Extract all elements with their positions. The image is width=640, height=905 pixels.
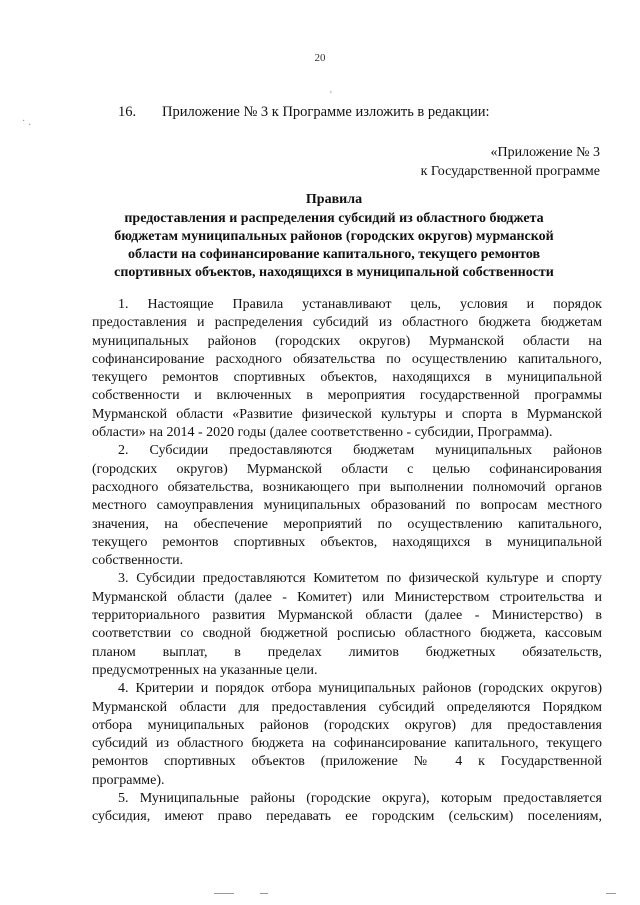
paragraph-line: соответствии со сводной бюджетной росписью областного бюджета, кассовым [92,626,602,642]
paragraph-line: значения, на обеспечение мероприятий по осуществлению капитального, [92,516,602,532]
title-line: спортивных объектов, находящихся в муниципальной собственности [114,265,554,280]
paragraph-line: субсидий из областного бюджета на софинансирование капитального, текущего [92,736,602,752]
paragraph-line: (городских округов) Мурманской области с целью софинансирования [92,461,602,477]
paragraph-line: территориального развития Мурманской области (далее - Министерство) в [92,608,602,624]
paragraph-line: планом выплат, в пределах лимитов бюджетных обязательств, [92,644,602,660]
document-body [92,296,602,827]
paragraph-line: софинансирование расходного обязательства по осуществлению капитального, [92,351,602,367]
paragraph [92,790,602,827]
scan-bottom-marks [0,893,640,899]
amendment-item [118,104,490,121]
title-line: бюджетам муниципальных районов (городских округов) мурманской [114,229,554,244]
paragraph [92,680,602,790]
paragraph-line: собственности. [92,553,184,569]
paragraph-line: расходного обязательства, возникающего при выполнении полномочий органов [92,479,602,495]
title-line: области на софинансирование капитального, текущего ремонтов [127,247,541,262]
paragraph-line: отбора муниципальных районов (городских округов) для предоставления [92,717,602,733]
paragraph-line: предусмотренных на указанные цели. [92,662,318,678]
paragraph-line: области» на 2014 - 2020 годы (далее соответственно - субсидии, Программа). [92,425,553,441]
paragraph-line: 3. Субсидии предоставляются Комитетом по физической культуре и спорту [118,571,602,587]
paragraph-line: ремонтов спортивных объектов (приложение № 4 к Государственной [92,754,602,770]
amendment-item-text: Приложение № 3 к Программе изложить в редакции: [162,104,490,120]
paragraph-line: текущего ремонтов спортивных объектов, находящихся в муниципальной [92,370,602,386]
paragraph-line: 1. Настоящие Правила устанавливают цель, условия и порядок [118,297,602,312]
paragraph-line: муниципальных районов (городских округов) Мурманской области на [92,333,602,349]
paragraph-line: программе). [92,772,165,788]
paragraph-line: Мурманской области для предоставления субсидий определяются Порядком [92,699,602,715]
appendix-reference-line: «Приложение № 3 [490,145,600,160]
title-heading: Правила [305,192,363,207]
paragraph-line: Мурманской области (далее - Комитет) или Министерством строительства и [92,589,602,605]
appendix-reference-line: к Государственной программе [420,164,600,179]
paragraph [92,442,602,570]
paragraph-line: субсидия, имеют право передавать ее городским (сельским) поселениям, [92,809,602,825]
document-title [94,191,574,282]
title-line: предоставления и распределения субсидий из областного бюджета [124,211,544,226]
paragraph-line: предоставления и распределения субсидий из областного бюджета бюджетам [92,315,602,331]
paragraph [92,296,602,442]
paragraph-line: 2. Субсидии предоставляются бюджетам муниципальных районов [118,443,602,459]
appendix-reference [421,143,600,181]
scan-speck: · [22,116,26,127]
amendment-item-number: 16. [118,104,137,120]
paragraph-line: Мурманской области «Развитие физической культуры и спорта в Мурманской [92,406,602,422]
scan-speck: ' [330,90,332,101]
page-number: 20 [314,52,326,64]
paragraph-line: 5. Муниципальные районы (городские округа), которым предоставляется [118,791,602,807]
paragraph-line: текущего ремонтов спортивных объектов, находящихся в муниципальной [92,534,602,550]
scan-speck: · [28,120,32,131]
paragraph [92,570,602,680]
paragraph-line: местного самоуправления муниципальных образований по вопросам местного [92,498,602,514]
paragraph-line: 4. Критерии и порядок отбора муниципальных районов (городских округов) [118,681,602,697]
paragraph-line: собственности и включенных в мероприятия государственной программы [92,388,602,404]
